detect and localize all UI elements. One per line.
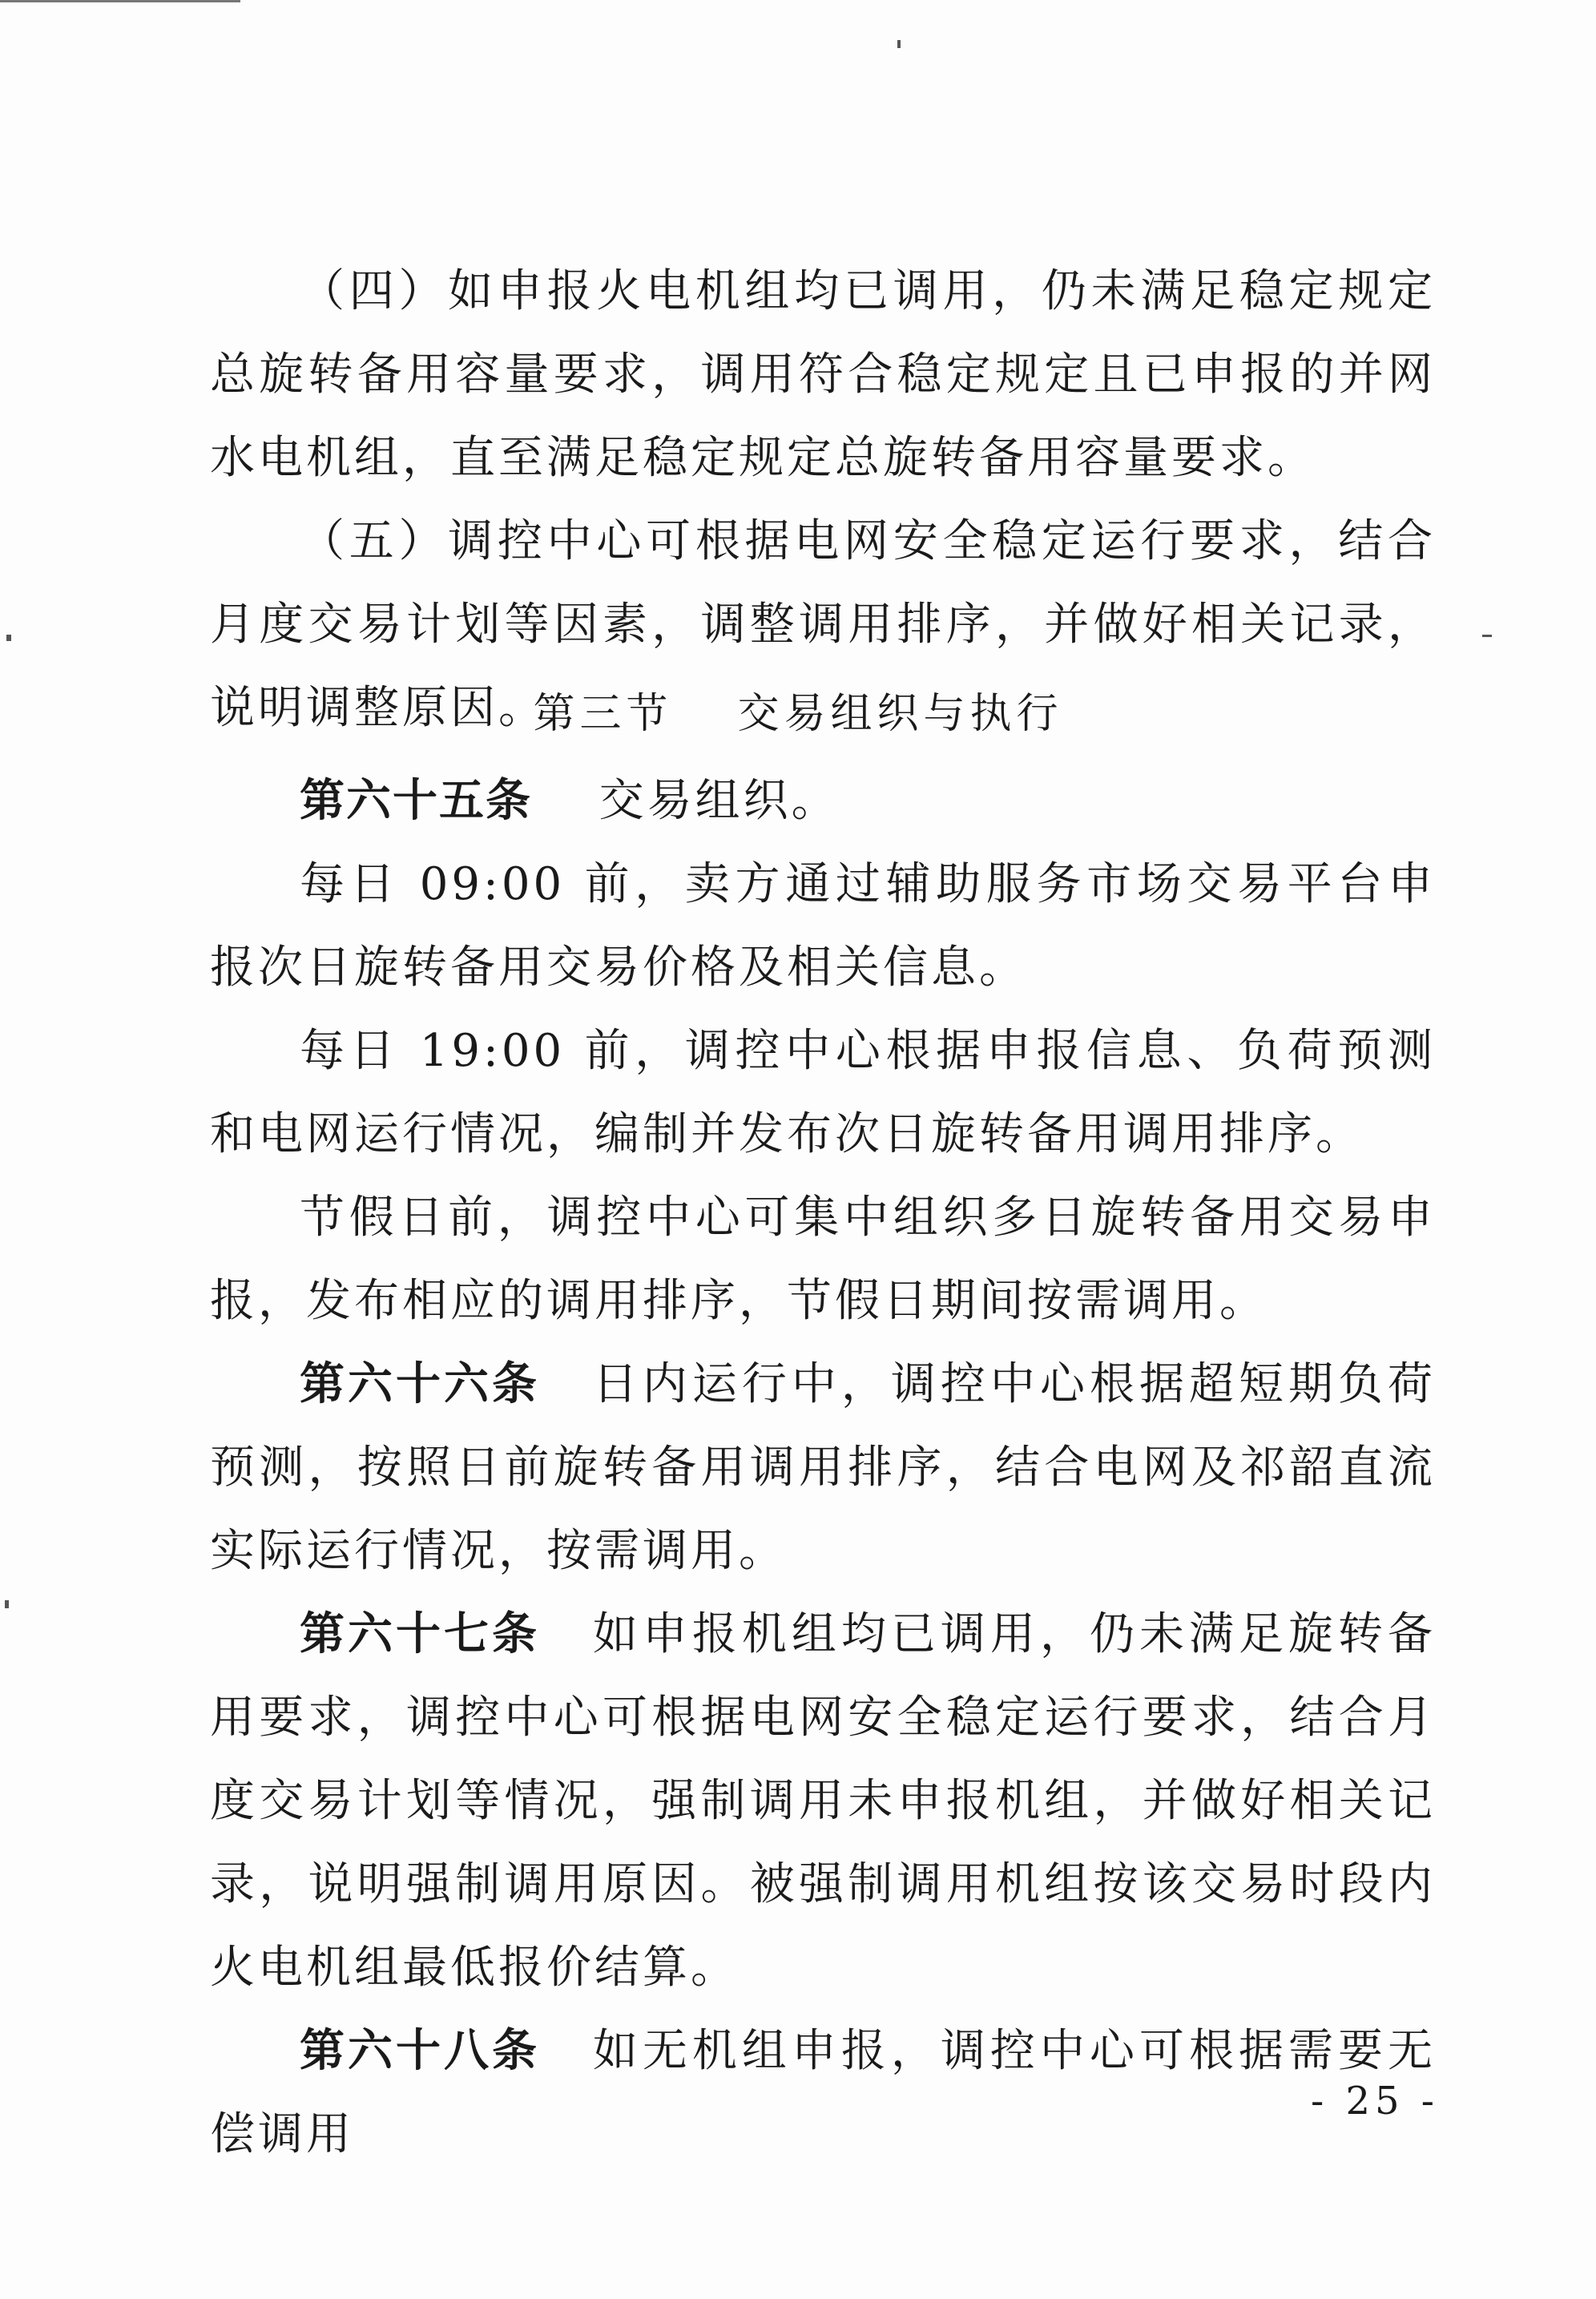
article-67-label: 第六十七条: [300, 1608, 541, 1660]
article-68-label: 第六十八条: [300, 2025, 541, 2077]
article-65-block: [210, 760, 1436, 2176]
article-65-label: 第六十五条: [300, 775, 532, 827]
article-65-para-2: 每日 19:00 前，调控中心根据申报信息、负荷预测和电网运行情况，编制并发布次日旋转备用调用排序。: [210, 1025, 1436, 1160]
page-number: - 25 -: [1310, 2079, 1439, 2124]
section-heading: [0, 680, 1596, 740]
article-65-text: 交易组织。: [598, 775, 840, 827]
article-66-label: 第六十六条: [300, 1358, 541, 1410]
scan-dot: [897, 40, 901, 48]
article-66: [210, 1343, 1436, 1593]
article-65-para-1: 每日 09:00 前，卖方通过辅助服务市场交易平台申报次日旋转备用交易价格及相关信息。: [210, 858, 1436, 994]
scan-dot: [6, 635, 11, 641]
article-65-para-3: 节假日前，调控中心可集中组织多日旋转备用交易申报，发布相应的调用排序，节假日期间按需调用。: [210, 1192, 1436, 1327]
top-paragraphs: [210, 250, 1436, 750]
section-number: 第三节: [533, 690, 673, 738]
article-68: [210, 2010, 1436, 2176]
section-title: 交易组织与执行: [737, 690, 1063, 738]
article-65: [210, 760, 1436, 843]
paragraph-item-4: （四）如申报火电机组均已调用，仍未满足稳定规定总旋转备用容量要求，调用符合稳定规定且已申报的并网水电机组，直至满足稳定规定总旋转备用容量要求。: [210, 265, 1436, 484]
scan-dot: [5, 1600, 9, 1608]
scan-edge-line: [0, 0, 240, 2]
article-67: [210, 1593, 1436, 2010]
scan-dot: [1482, 635, 1492, 637]
article-68-text: 如无机组申报，调控中心可根据需要无偿调用: [210, 2025, 1436, 2160]
paragraph-item-5: （五）调控中心可根据电网安全稳定运行要求，结合月度交易计划等因素，调整调用排序，并做好相关记录，说明调整原因。: [210, 515, 1436, 734]
article-66-text: 日内运行中，调控中心根据超短期负荷预测，按照日前旋转备用调用排序，结合电网及祁韶直流实际运行情况，按需调用。: [210, 1358, 1436, 1577]
article-67-text: 如申报机组均已调用，仍未满足旋转备用要求，调控中心可根据电网安全稳定运行要求，结合月度交易计划等情况，强制调用未申报机组，并做好相关记录，说明强制调用原因。被强制调用机组按该交易时段内火电机组最低报价结算。: [210, 1608, 1436, 1994]
